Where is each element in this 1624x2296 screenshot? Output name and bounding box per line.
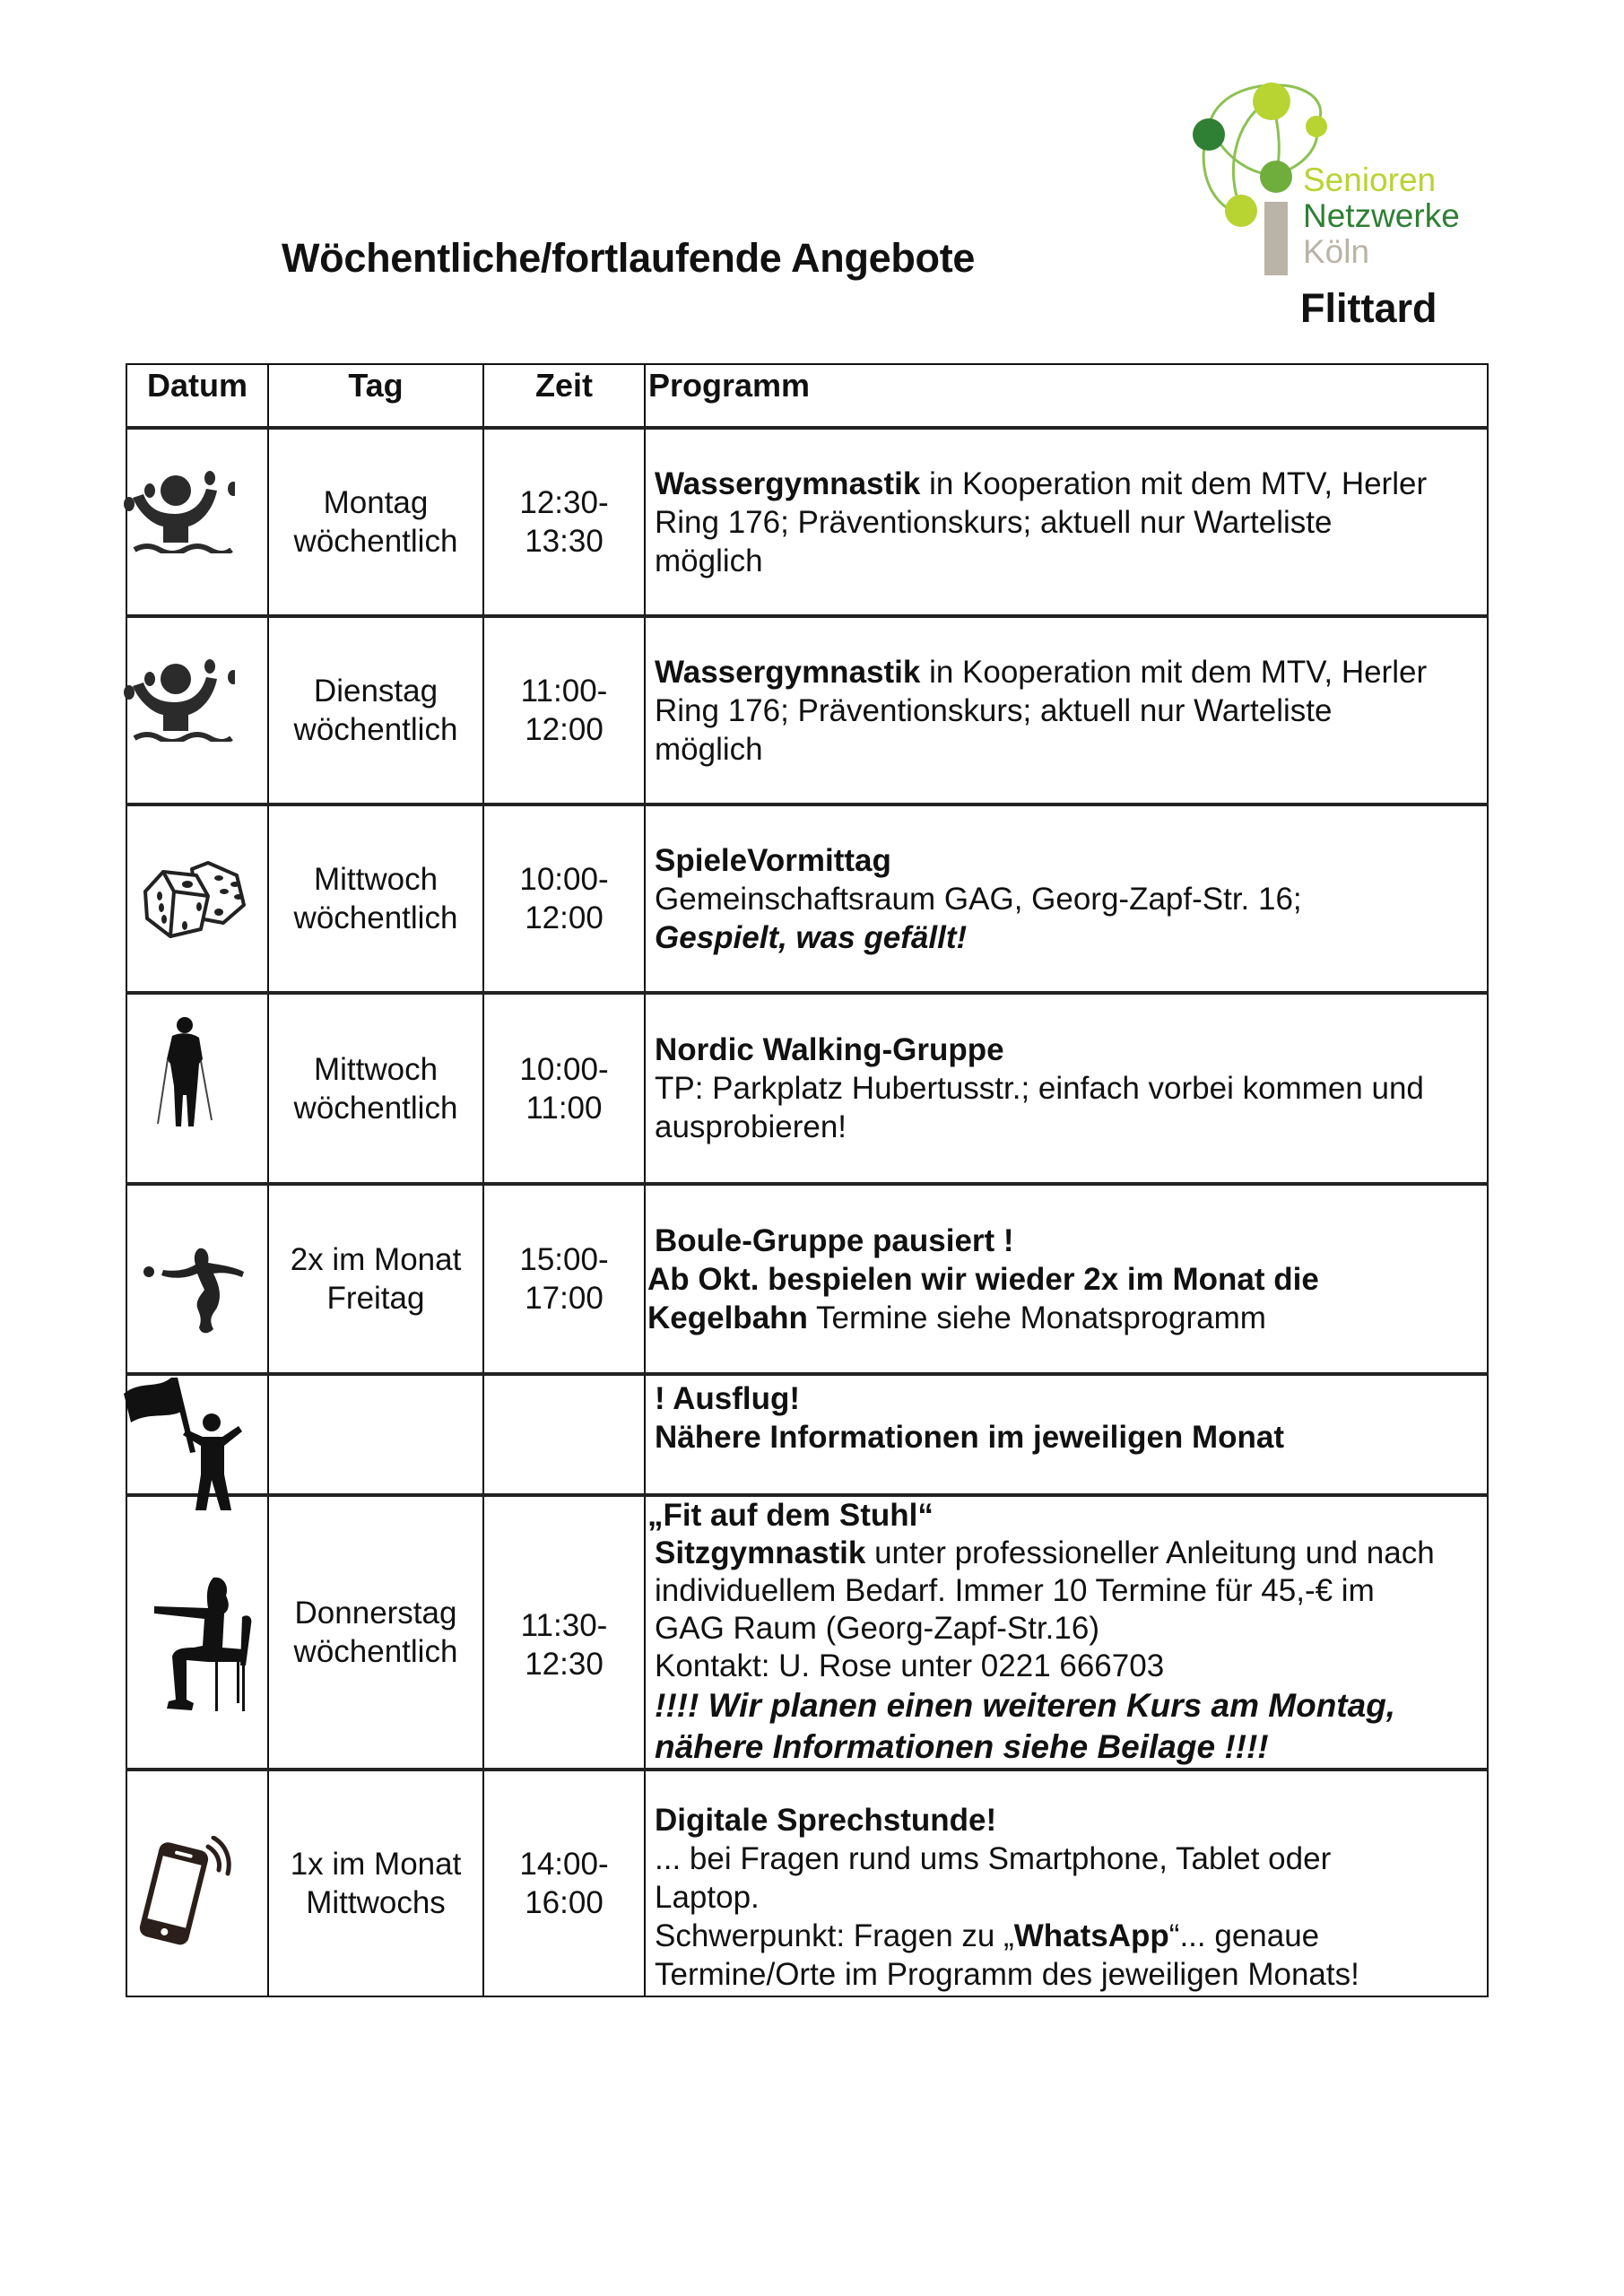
table-row bbox=[126, 993, 1488, 1184]
programm-cell bbox=[645, 1770, 1488, 1996]
program-text: Schwerpunkt: Fragen zu „ bbox=[655, 1918, 1014, 1953]
program-text: Laptop. bbox=[655, 1880, 760, 1915]
start-time: 10:00- bbox=[519, 862, 609, 897]
program-text: Termine/Orte im Programm des jeweiligen Monats! bbox=[655, 1957, 1359, 1992]
zeit-cell bbox=[483, 1184, 645, 1374]
start-time: 15:00- bbox=[519, 1242, 609, 1277]
end-time: 12:00 bbox=[525, 712, 604, 747]
datum-cell bbox=[126, 616, 268, 804]
tag-cell bbox=[268, 428, 483, 616]
start-time: 12:30- bbox=[519, 485, 609, 520]
column-header-programm: Programm bbox=[645, 364, 1488, 428]
weekday-text: Freitag bbox=[326, 1281, 425, 1316]
program-subtitle: Sitzgymnastik bbox=[655, 1535, 866, 1570]
location-label: Flittard bbox=[1300, 285, 1437, 331]
table-row bbox=[126, 1770, 1488, 1996]
datum-cell bbox=[126, 1184, 268, 1374]
zeit-cell bbox=[483, 804, 645, 993]
boule-player-icon bbox=[136, 1229, 253, 1345]
program-text: in Kooperation mit dem MTV, Herler bbox=[920, 465, 1428, 501]
zeit-cell bbox=[483, 1770, 645, 1996]
network-tree-icon bbox=[1182, 76, 1496, 281]
frequency-text: wöchentlich bbox=[293, 1090, 458, 1126]
program-title: Nordic Walking-Gruppe bbox=[655, 1032, 1004, 1067]
datum-cell bbox=[126, 428, 268, 616]
datum-cell bbox=[126, 993, 268, 1184]
tag-cell bbox=[268, 1495, 483, 1770]
contact-text: Kontakt: U. Rose unter 0221 666703 bbox=[655, 1648, 1165, 1683]
column-header-datum: Datum bbox=[126, 364, 268, 428]
program-text: TP: Parkplatz Hubertusstr.; einfach vorbei kommen und bbox=[655, 1071, 1424, 1106]
program-title: Wassergymnastik bbox=[655, 465, 921, 501]
start-time: 11:30- bbox=[520, 1608, 608, 1643]
swimmer-icon bbox=[117, 652, 235, 742]
page-title: Wöchentliche/fortlaufende Angebote bbox=[282, 235, 976, 281]
datum-cell bbox=[126, 1374, 268, 1495]
program-text: Ring 176; Präventionskurs; aktuell nur Warteliste bbox=[655, 692, 1333, 728]
table-row bbox=[126, 1495, 1488, 1770]
weekday-text: Montag bbox=[323, 485, 429, 520]
programm-cell bbox=[645, 804, 1488, 993]
smartphone-icon bbox=[131, 1836, 239, 1952]
program-text: ausprobieren! bbox=[655, 1109, 847, 1144]
frequency-text: wöchentlich bbox=[293, 900, 458, 935]
program-notice: Nähere Informationen im jeweiligen Monat bbox=[655, 1420, 1285, 1455]
datum-cell bbox=[126, 1770, 268, 1996]
weekday-text: Mittwoch bbox=[313, 862, 439, 897]
program-text: “... genaue bbox=[1168, 1918, 1320, 1953]
program-text: in Kooperation mit dem MTV, Herler bbox=[920, 654, 1428, 690]
dice-icon bbox=[138, 856, 246, 941]
program-announcement: nähere Informationen siehe Beilage !!!! bbox=[655, 1728, 1269, 1765]
program-notice: Kegelbahn bbox=[647, 1300, 808, 1335]
table-row bbox=[126, 804, 1488, 993]
program-title: Wassergymnastik bbox=[655, 654, 921, 690]
weekday-text: Mittwochs bbox=[306, 1885, 446, 1920]
program-tagline: Gespielt, was gefällt! bbox=[655, 919, 968, 955]
weekday-text: Dienstag bbox=[313, 674, 439, 709]
app-name: WhatsApp bbox=[1013, 1918, 1169, 1953]
programm-cell bbox=[645, 428, 1488, 616]
start-time: 11:00- bbox=[520, 674, 608, 709]
program-text: Termine siehe Monatsprogramm bbox=[807, 1300, 1266, 1335]
frequency-text: wöchentlich bbox=[293, 712, 458, 747]
table-row bbox=[126, 428, 1488, 616]
program-text: ... bei Fragen rund ums Smartphone, Tablet oder bbox=[655, 1841, 1332, 1876]
frequency-text: 2x im Monat bbox=[290, 1242, 462, 1277]
programm-cell bbox=[645, 1495, 1488, 1770]
table-row bbox=[126, 1374, 1488, 1495]
svg-text:Köln: Köln bbox=[1303, 233, 1370, 270]
program-title: Boule-Gruppe pausiert ! bbox=[655, 1222, 1014, 1258]
programm-cell bbox=[645, 993, 1488, 1184]
flag-person-icon bbox=[122, 1376, 248, 1510]
column-header-tag: Tag bbox=[268, 364, 483, 428]
end-time: 12:30 bbox=[525, 1647, 604, 1682]
start-time: 10:00- bbox=[519, 1051, 609, 1087]
frequency-text: wöchentlich bbox=[293, 524, 458, 559]
start-time: 14:00- bbox=[519, 1847, 609, 1882]
weekday-text: Donnerstag bbox=[294, 1596, 457, 1631]
zeit-cell bbox=[483, 1374, 645, 1495]
program-text: möglich bbox=[655, 731, 763, 767]
program-title: ! Ausflug! bbox=[655, 1381, 800, 1416]
end-time: 17:00 bbox=[525, 1281, 604, 1316]
datum-cell bbox=[126, 1495, 268, 1770]
end-time: 13:30 bbox=[525, 524, 604, 559]
chair-exercise-icon bbox=[136, 1567, 262, 1715]
nordic-walker-icon bbox=[152, 1014, 215, 1131]
zeit-cell bbox=[483, 428, 645, 616]
program-title: „Fit auf dem Stuhl“ bbox=[647, 1498, 934, 1533]
tag-cell bbox=[268, 1770, 483, 1996]
program-title: SpieleVormittag bbox=[655, 842, 891, 878]
svg-text:Netzwerke: Netzwerke bbox=[1303, 197, 1460, 234]
zeit-cell bbox=[483, 1495, 645, 1770]
frequency-text: 1x im Monat bbox=[290, 1847, 462, 1882]
table-row bbox=[126, 1184, 1488, 1374]
programm-cell bbox=[645, 1374, 1488, 1495]
table-row bbox=[126, 616, 1488, 804]
column-header-zeit: Zeit bbox=[483, 364, 645, 428]
program-announcement: !!!! Wir planen einen weiteren Kurs am Montag, bbox=[655, 1687, 1396, 1724]
tag-cell bbox=[268, 804, 483, 993]
program-notice: Ab Okt. bespielen wir wieder 2x im Monat die bbox=[647, 1261, 1319, 1297]
frequency-text: wöchentlich bbox=[293, 1634, 458, 1669]
end-time: 11:00 bbox=[525, 1090, 603, 1126]
program-text: möglich bbox=[655, 543, 763, 578]
tag-cell bbox=[268, 616, 483, 804]
programm-cell bbox=[645, 1184, 1488, 1374]
tag-cell bbox=[268, 1374, 483, 1495]
program-text: Ring 176; Präventionskurs; aktuell nur Warteliste bbox=[655, 504, 1333, 540]
programm-cell bbox=[645, 616, 1488, 804]
program-text: unter professioneller Anleitung und nach bbox=[865, 1535, 1435, 1570]
senioren-netzwerke-logo bbox=[1182, 76, 1496, 281]
datum-cell bbox=[126, 804, 268, 993]
zeit-cell bbox=[483, 993, 645, 1184]
weekday-text: Mittwoch bbox=[313, 1051, 439, 1087]
program-table bbox=[126, 363, 1489, 1997]
table-header-row bbox=[126, 364, 1488, 428]
svg-text:Senioren: Senioren bbox=[1303, 161, 1437, 198]
end-time: 16:00 bbox=[525, 1885, 604, 1920]
program-text: GAG Raum (Georg-Zapf-Str.16) bbox=[655, 1611, 1099, 1646]
zeit-cell bbox=[483, 616, 645, 804]
program-title: Digitale Sprechstunde! bbox=[655, 1803, 997, 1838]
tag-cell bbox=[268, 993, 483, 1184]
tag-cell bbox=[268, 1184, 483, 1374]
program-text: Gemeinschaftsraum GAG, Georg-Zapf-Str. 16; bbox=[655, 881, 1302, 917]
swimmer-icon bbox=[117, 464, 235, 553]
end-time: 12:00 bbox=[525, 900, 604, 935]
program-text: individuellem Bedarf. Immer 10 Termine für 45,-€ im bbox=[655, 1573, 1375, 1608]
